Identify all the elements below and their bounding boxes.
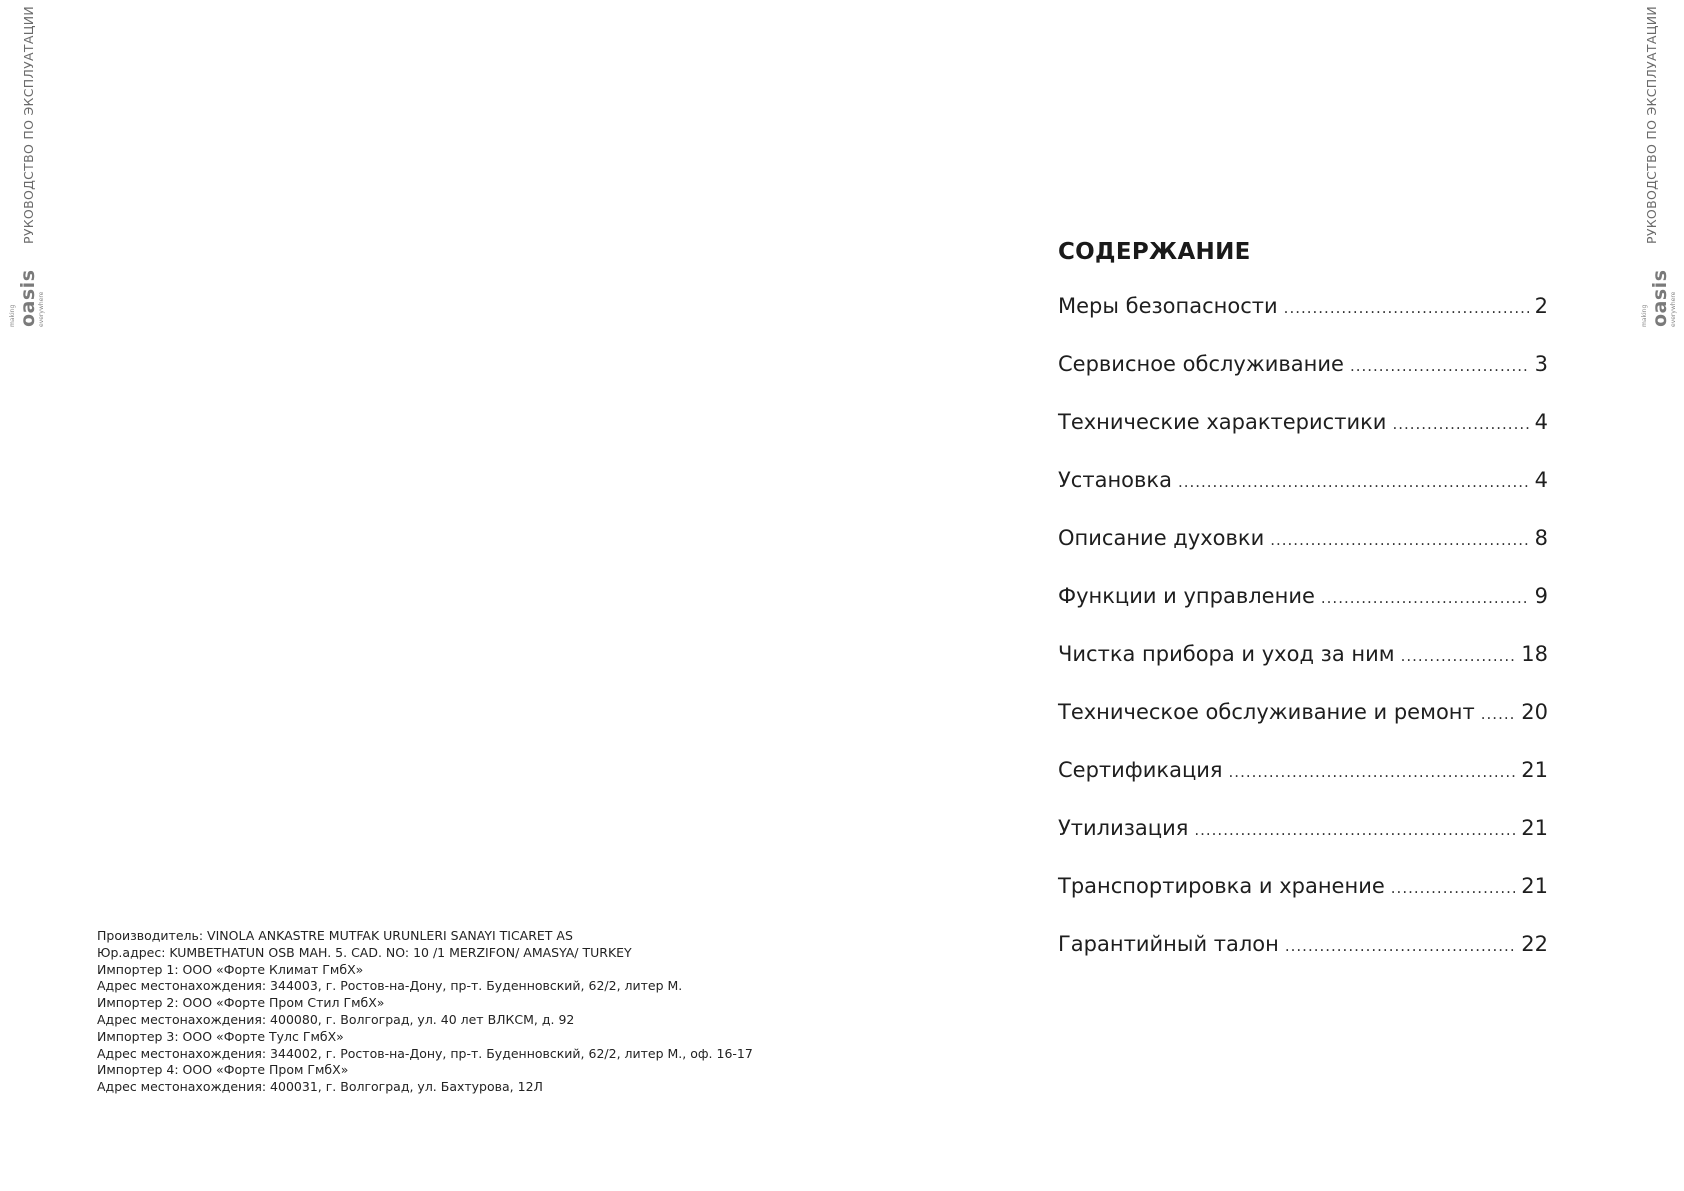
toc-item[interactable] [1058, 758, 1548, 816]
toc-item-page: 22 [1521, 932, 1548, 956]
toc-item[interactable] [1058, 526, 1548, 584]
toc-item-page: 4 [1534, 410, 1548, 434]
logo-wordmark: oasis [1649, 269, 1671, 327]
toc-item-page: 8 [1534, 526, 1548, 550]
toc-item[interactable] [1058, 874, 1548, 932]
toc-item[interactable] [1058, 932, 1548, 990]
toc-item-label: Сертификация [1058, 758, 1223, 782]
importer-3-line: Импортер 3: ООО «Форте Тулс ГмбХ» [97, 1028, 344, 1044]
toc-item-leader [1321, 589, 1529, 607]
toc-item-label: Функции и управление [1058, 584, 1315, 608]
toc-item-label: Гарантийный талон [1058, 932, 1279, 956]
toc-item-page: 3 [1534, 352, 1548, 376]
importer-1-line: Импортер 1: ООО «Форте Климат ГмбХ» [97, 961, 364, 977]
toc-item-page: 4 [1534, 468, 1548, 492]
manufacturer-line: Производитель: VINOLA ANKASTRE MUTFAK URUNLERI SANAYI TICARET AS [97, 928, 573, 943]
toc-item-leader [1194, 821, 1515, 839]
toc-item-leader [1284, 299, 1529, 317]
logo-tagline-everywhere: everywhere [38, 291, 45, 327]
toc-item-label: Техническое обслуживание и ремонт [1058, 700, 1475, 724]
toc-item-label: Транспортировка и хранение [1058, 874, 1385, 898]
side-title-right: РУКОВОДСТВО ПО ЭКСПЛУАТАЦИИ [1644, 5, 1659, 244]
toc-item-page: 20 [1521, 700, 1548, 724]
toc-item[interactable] [1058, 700, 1548, 758]
toc-item-leader [1401, 647, 1516, 665]
toc-item-page: 9 [1534, 584, 1548, 608]
manufacturer-info [97, 928, 797, 1096]
toc-item[interactable] [1058, 294, 1548, 352]
importer-2-line: Импортер 2: ООО «Форте Пром Стил ГмбХ» [97, 995, 385, 1011]
toc-item[interactable] [1058, 468, 1548, 526]
toc-item-leader [1178, 473, 1529, 491]
toc-item-leader [1285, 937, 1515, 955]
toc-item-page: 21 [1521, 874, 1548, 898]
toc-item-label: Меры безопасности [1058, 294, 1278, 318]
importer-4-address-line: Адрес местонахождения: 400031, г. Волгоград, ул. Бахтурова, 12Л [97, 1079, 543, 1095]
toc-item-label: Технические характеристики [1058, 410, 1387, 434]
toc-item-label: Утилизация [1058, 816, 1189, 840]
toc-item-label: Установка [1058, 468, 1172, 492]
toc-item-leader [1270, 531, 1528, 549]
side-title-left: РУКОВОДСТВО ПО ЭКСПЛУАТАЦИИ [21, 5, 36, 244]
toc-item-label: Описание духовки [1058, 526, 1265, 550]
toc-item-page: 21 [1521, 816, 1548, 840]
toc-item[interactable] [1058, 584, 1548, 642]
toc-item-leader [1392, 415, 1528, 433]
table-of-contents [1058, 232, 1548, 990]
toc-item-leader [1391, 879, 1515, 897]
toc-item[interactable] [1058, 642, 1548, 700]
oasis-logo-right [1640, 271, 1684, 327]
toc-item-leader [1350, 357, 1529, 375]
toc-item[interactable] [1058, 352, 1548, 410]
logo-tagline-making: making [9, 304, 16, 327]
toc-item[interactable] [1058, 410, 1548, 468]
logo-wordmark: oasis [17, 269, 39, 327]
logo-tagline-making: making [1641, 304, 1648, 327]
importer-2-address-line: Адрес местонахождения: 400080, г. Волгоград, ул. 40 лет ВЛКСМ, д. 92 [97, 1011, 575, 1027]
toc-item-leader [1481, 705, 1516, 723]
toc-item-page: 2 [1534, 294, 1548, 318]
toc-item-label: Чистка прибора и уход за ним [1058, 642, 1395, 666]
toc-heading: СОДЕРЖАНИЕ [1058, 239, 1251, 265]
importer-4-line: Импортер 4: ООО «Форте Пром ГмбХ» [97, 1062, 349, 1078]
toc-item-label: Сервисное обслуживание [1058, 352, 1344, 376]
logo-tagline-everywhere: everywhere [1670, 291, 1677, 327]
toc-item-page: 21 [1521, 758, 1548, 782]
importer-3-address-line: Адрес местонахождения: 344002, г. Ростов-на-Дону, пр-т. Буденновский, 62/2, литер М., оф. 16-17 [97, 1045, 753, 1061]
oasis-logo-left [8, 271, 54, 327]
toc-list [1058, 294, 1548, 990]
importer-1-address-line: Адрес местонахождения: 344003, г. Ростов-на-Дону, пр-т. Буденновский, 62/2, литер М. [97, 978, 683, 994]
manufacturer-address-line: Юр.адрес: KUMBETHATUN OSB MAH. 5. CAD. NO: 10 /1 MERZIFON/ AMASYA/ TURKEY [97, 944, 632, 960]
toc-item[interactable] [1058, 816, 1548, 874]
toc-item-page: 18 [1521, 642, 1548, 666]
toc-item-leader [1229, 763, 1516, 781]
